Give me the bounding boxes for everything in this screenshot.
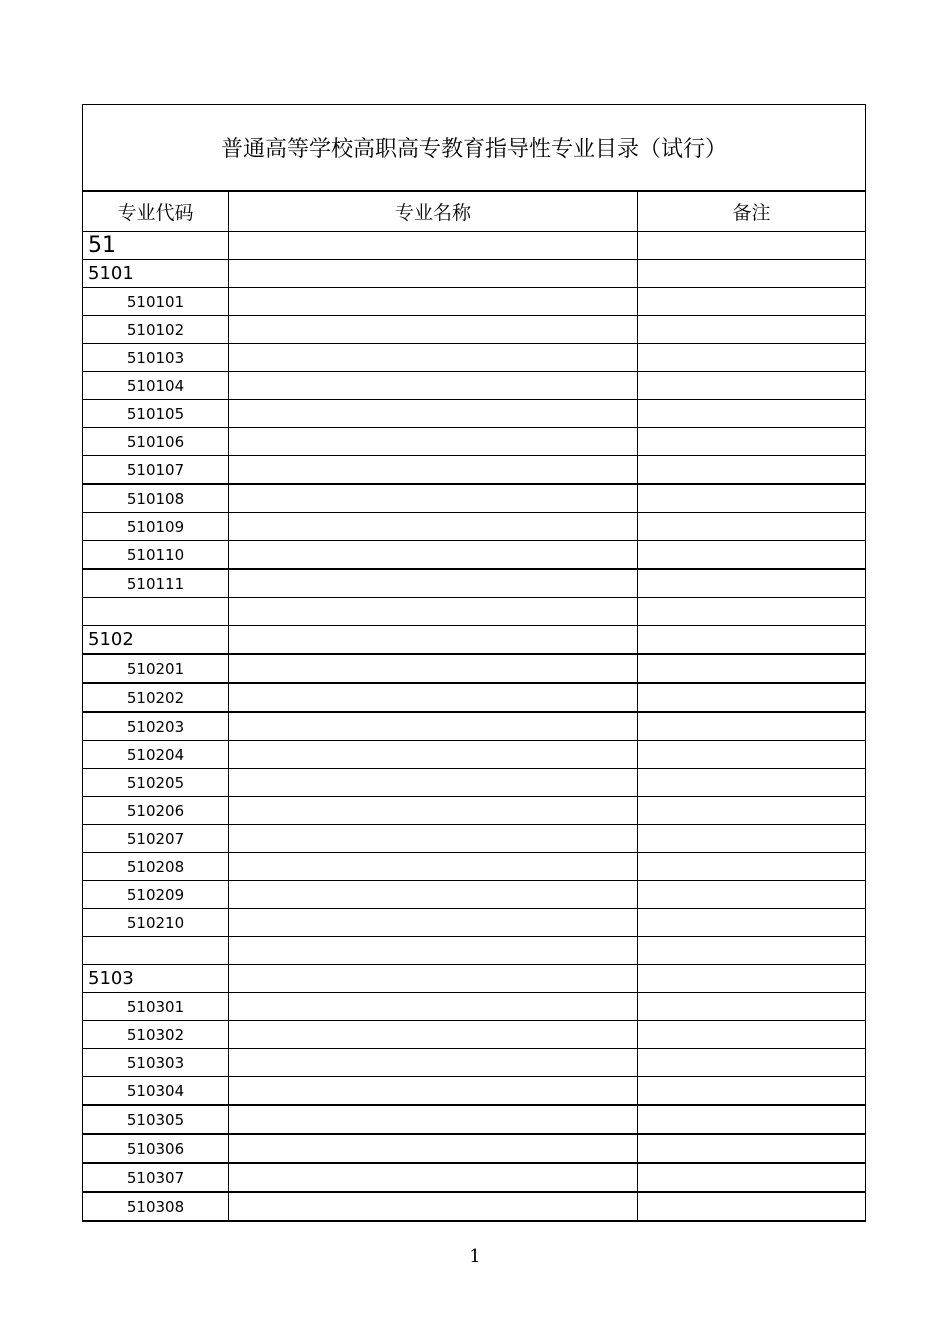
major-code-cell: 510205 — [83, 769, 229, 797]
major-name-cell — [229, 993, 638, 1021]
table-row — [83, 232, 866, 260]
major-name-cell — [229, 683, 638, 712]
major-code-cell: 510107 — [83, 456, 229, 485]
table-row — [83, 626, 866, 655]
major-name-cell — [229, 428, 638, 456]
major-code-cell: 510307 — [83, 1163, 229, 1192]
major-code-cell: 510301 — [83, 993, 229, 1021]
major-name-cell — [229, 288, 638, 316]
table-row — [83, 428, 866, 456]
table-row — [83, 260, 866, 288]
remark-cell — [638, 1049, 866, 1077]
remark-cell — [638, 769, 866, 797]
table-row — [83, 712, 866, 741]
major-code-cell: 510206 — [83, 797, 229, 825]
major-name-cell — [229, 937, 638, 965]
remark-cell — [638, 456, 866, 485]
remark-cell — [638, 316, 866, 344]
major-name-cell — [229, 654, 638, 683]
remark-cell — [638, 428, 866, 456]
major-code-cell: 510101 — [83, 288, 229, 316]
major-code-cell: 510105 — [83, 400, 229, 428]
table-row — [83, 741, 866, 769]
major-name-cell — [229, 1105, 638, 1134]
remark-cell — [638, 741, 866, 769]
remark-cell — [638, 1163, 866, 1192]
remark-cell — [638, 598, 866, 626]
remark-cell — [638, 1192, 866, 1221]
header-code: 专业代码 — [83, 191, 229, 232]
remark-cell — [638, 232, 866, 260]
table-row — [83, 683, 866, 712]
major-code-cell: 510201 — [83, 654, 229, 683]
remark-cell — [638, 569, 866, 598]
remark-cell — [638, 484, 866, 513]
table-row — [83, 1192, 866, 1221]
major-name-cell — [229, 513, 638, 541]
remark-cell — [638, 654, 866, 683]
remark-cell — [638, 993, 866, 1021]
table-row — [83, 937, 866, 965]
title-row — [83, 105, 866, 192]
table-row — [83, 1134, 866, 1163]
major-code-cell: 5102 — [83, 626, 229, 655]
remark-cell — [638, 937, 866, 965]
remark-cell — [638, 797, 866, 825]
remark-cell — [638, 1021, 866, 1049]
remark-cell — [638, 853, 866, 881]
major-code-cell: 510210 — [83, 909, 229, 937]
major-name-cell — [229, 1021, 638, 1049]
table-row — [83, 1021, 866, 1049]
table-row — [83, 456, 866, 485]
major-code-cell: 5103 — [83, 965, 229, 993]
major-code-cell: 510203 — [83, 712, 229, 741]
header-remark: 备注 — [638, 191, 866, 232]
major-name-cell — [229, 909, 638, 937]
major-name-cell — [229, 541, 638, 570]
major-name-cell — [229, 372, 638, 400]
major-code-cell: 510102 — [83, 316, 229, 344]
major-code-cell: 510308 — [83, 1192, 229, 1221]
table-row — [83, 372, 866, 400]
remark-cell — [638, 881, 866, 909]
remark-cell — [638, 288, 866, 316]
major-name-cell — [229, 712, 638, 741]
major-name-cell — [229, 1134, 638, 1163]
major-catalog-table — [82, 104, 866, 1222]
remark-cell — [638, 344, 866, 372]
major-name-cell — [229, 232, 638, 260]
major-name-cell — [229, 400, 638, 428]
major-name-cell — [229, 797, 638, 825]
remark-cell — [638, 683, 866, 712]
major-name-cell — [229, 1163, 638, 1192]
remark-cell — [638, 965, 866, 993]
page-number: 1 — [469, 1246, 481, 1267]
major-code-cell: 510103 — [83, 344, 229, 372]
major-name-cell — [229, 769, 638, 797]
major-code-cell: 510202 — [83, 683, 229, 712]
table-row — [83, 993, 866, 1021]
major-name-cell — [229, 1192, 638, 1221]
major-code-cell: 510303 — [83, 1049, 229, 1077]
major-code-cell: 510305 — [83, 1105, 229, 1134]
table-row — [83, 909, 866, 937]
table-row — [83, 797, 866, 825]
major-name-cell — [229, 1049, 638, 1077]
table-row — [83, 654, 866, 683]
table-row — [83, 1163, 866, 1192]
major-name-cell — [229, 569, 638, 598]
remark-cell — [638, 260, 866, 288]
table-row — [83, 288, 866, 316]
table-row — [83, 965, 866, 993]
major-code-cell: 510110 — [83, 541, 229, 570]
major-name-cell — [229, 825, 638, 853]
header-row — [83, 191, 866, 232]
table-row — [83, 316, 866, 344]
major-name-cell — [229, 598, 638, 626]
table-row — [83, 484, 866, 513]
table-row — [83, 513, 866, 541]
remark-cell — [638, 1105, 866, 1134]
major-name-cell — [229, 484, 638, 513]
table-row — [83, 825, 866, 853]
table-row — [83, 541, 866, 570]
major-code-cell: 510104 — [83, 372, 229, 400]
table-row — [83, 1049, 866, 1077]
remark-cell — [638, 825, 866, 853]
major-code-cell: 510306 — [83, 1134, 229, 1163]
major-code-cell: 510111 — [83, 569, 229, 598]
major-name-cell — [229, 965, 638, 993]
table-row — [83, 598, 866, 626]
document-title: 普通高等学校高职高专教育指导性专业目录（试行） — [83, 105, 866, 192]
major-code-cell: 510108 — [83, 484, 229, 513]
table-row — [83, 1105, 866, 1134]
table-row — [83, 400, 866, 428]
major-name-cell — [229, 741, 638, 769]
major-name-cell — [229, 853, 638, 881]
major-code-cell: 510106 — [83, 428, 229, 456]
remark-cell — [638, 626, 866, 655]
major-name-cell — [229, 316, 638, 344]
remark-cell — [638, 1077, 866, 1106]
remark-cell — [638, 1134, 866, 1163]
major-code-cell: 510209 — [83, 881, 229, 909]
table-row — [83, 769, 866, 797]
table-body — [83, 105, 866, 1222]
major-code-cell — [83, 598, 229, 626]
remark-cell — [638, 372, 866, 400]
table-row — [83, 853, 866, 881]
major-code-cell: 510208 — [83, 853, 229, 881]
major-code-cell: 510304 — [83, 1077, 229, 1106]
major-name-cell — [229, 1077, 638, 1106]
table-row — [83, 881, 866, 909]
major-code-cell: 510207 — [83, 825, 229, 853]
major-code-cell: 51 — [83, 232, 229, 260]
table-row — [83, 1077, 866, 1106]
major-code-cell: 510204 — [83, 741, 229, 769]
remark-cell — [638, 541, 866, 570]
remark-cell — [638, 909, 866, 937]
table-row — [83, 569, 866, 598]
table-row — [83, 344, 866, 372]
major-name-cell — [229, 881, 638, 909]
major-code-cell: 510302 — [83, 1021, 229, 1049]
remark-cell — [638, 712, 866, 741]
major-code-cell — [83, 937, 229, 965]
major-name-cell — [229, 344, 638, 372]
header-name: 专业名称 — [229, 191, 638, 232]
major-code-cell: 510109 — [83, 513, 229, 541]
remark-cell — [638, 400, 866, 428]
major-name-cell — [229, 626, 638, 655]
major-name-cell — [229, 456, 638, 485]
major-name-cell — [229, 260, 638, 288]
remark-cell — [638, 513, 866, 541]
major-code-cell: 5101 — [83, 260, 229, 288]
